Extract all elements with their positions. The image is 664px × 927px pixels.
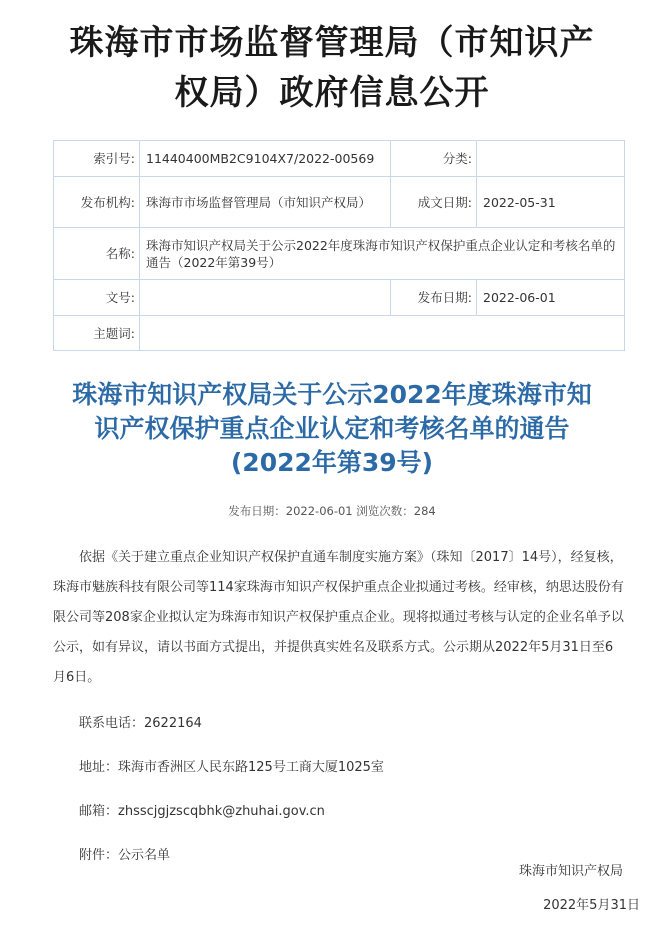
contact-phone: 联系电话：2622164 [79, 716, 202, 731]
signature-date: 2022年5月31日 [543, 898, 640, 913]
article-title-line3: (2022年第39号) [230, 448, 434, 477]
keywords-label: 主题词: [54, 316, 140, 351]
meta-row-index [54, 141, 625, 177]
name-value: 珠海市知识产权局关于公示2022年度珠海市知识产权保护重点企业认定和考核名单的通告（2022年第39号） [140, 228, 625, 280]
published-date-label: 发布日期: [391, 280, 477, 316]
docno-label: 文号: [54, 280, 140, 316]
created-date-value: 2022-05-31 [477, 177, 625, 228]
article-title-line2: 识产权保护重点企业认定和考核名单的通告 [94, 414, 570, 443]
category-label: 分类: [391, 141, 477, 177]
site-title [0, 0, 664, 118]
index-label: 索引号: [54, 141, 140, 177]
body-paragraph: 依据《关于建立重点企业知识产权保护直通车制度实施方案》（珠知〔2017〕14号），经复核，珠海市魅族科技有限公司等114家珠海市知识产权保护重点企业拟通过考核。经审核，纳思达股份有限公司等208家企业拟认定为珠海市知识产权保护重点企业。现将拟通过考核与认定的企业名单予以公示，如有异议，请以书面方式提出，并提供真实姓名及联系方式。公示期从2022年5月31日至6月6日。 [53, 550, 624, 685]
contact-email[interactable]: 邮箱：zhsscjgjzscqbhk@zhuhai.gov.cn [79, 804, 325, 819]
article-title [40, 378, 624, 480]
publisher-label: 发布机构: [54, 177, 140, 228]
created-date-label: 成文日期: [391, 177, 477, 228]
meta-row-name [54, 228, 625, 280]
publish-info: 发布日期：2022-06-01 浏览次数：284 [228, 504, 436, 518]
site-title-line2: 权局）政府信息公开 [174, 73, 490, 113]
attachment-link[interactable]: 附件：公示名单 [79, 848, 171, 863]
docno-value [140, 280, 391, 316]
name-label: 名称: [54, 228, 140, 280]
article-body [53, 543, 625, 871]
meta-row-keywords [54, 316, 625, 351]
meta-row-docno [54, 280, 625, 316]
published-date-value: 2022-06-01 [477, 280, 625, 316]
publisher-value: 珠海市市场监督管理局（市知识产权局） [140, 177, 391, 228]
keywords-value [140, 316, 625, 351]
index-value: 11440400MB2C9104X7/2022-00569 [140, 141, 391, 177]
meta-row-publisher [54, 177, 625, 228]
metadata-table [53, 140, 625, 351]
contact-address: 地址：珠海市香洲区人民东路125号工商大厦1025室 [79, 760, 384, 775]
category-value [477, 141, 625, 177]
signature-org: 珠海市知识产权局 [518, 864, 623, 879]
article-title-line1: 珠海市知识产权局关于公示2022年度珠海市知 [72, 380, 592, 409]
site-title-line1: 珠海市市场监督管理局（市知识产 [69, 23, 595, 63]
